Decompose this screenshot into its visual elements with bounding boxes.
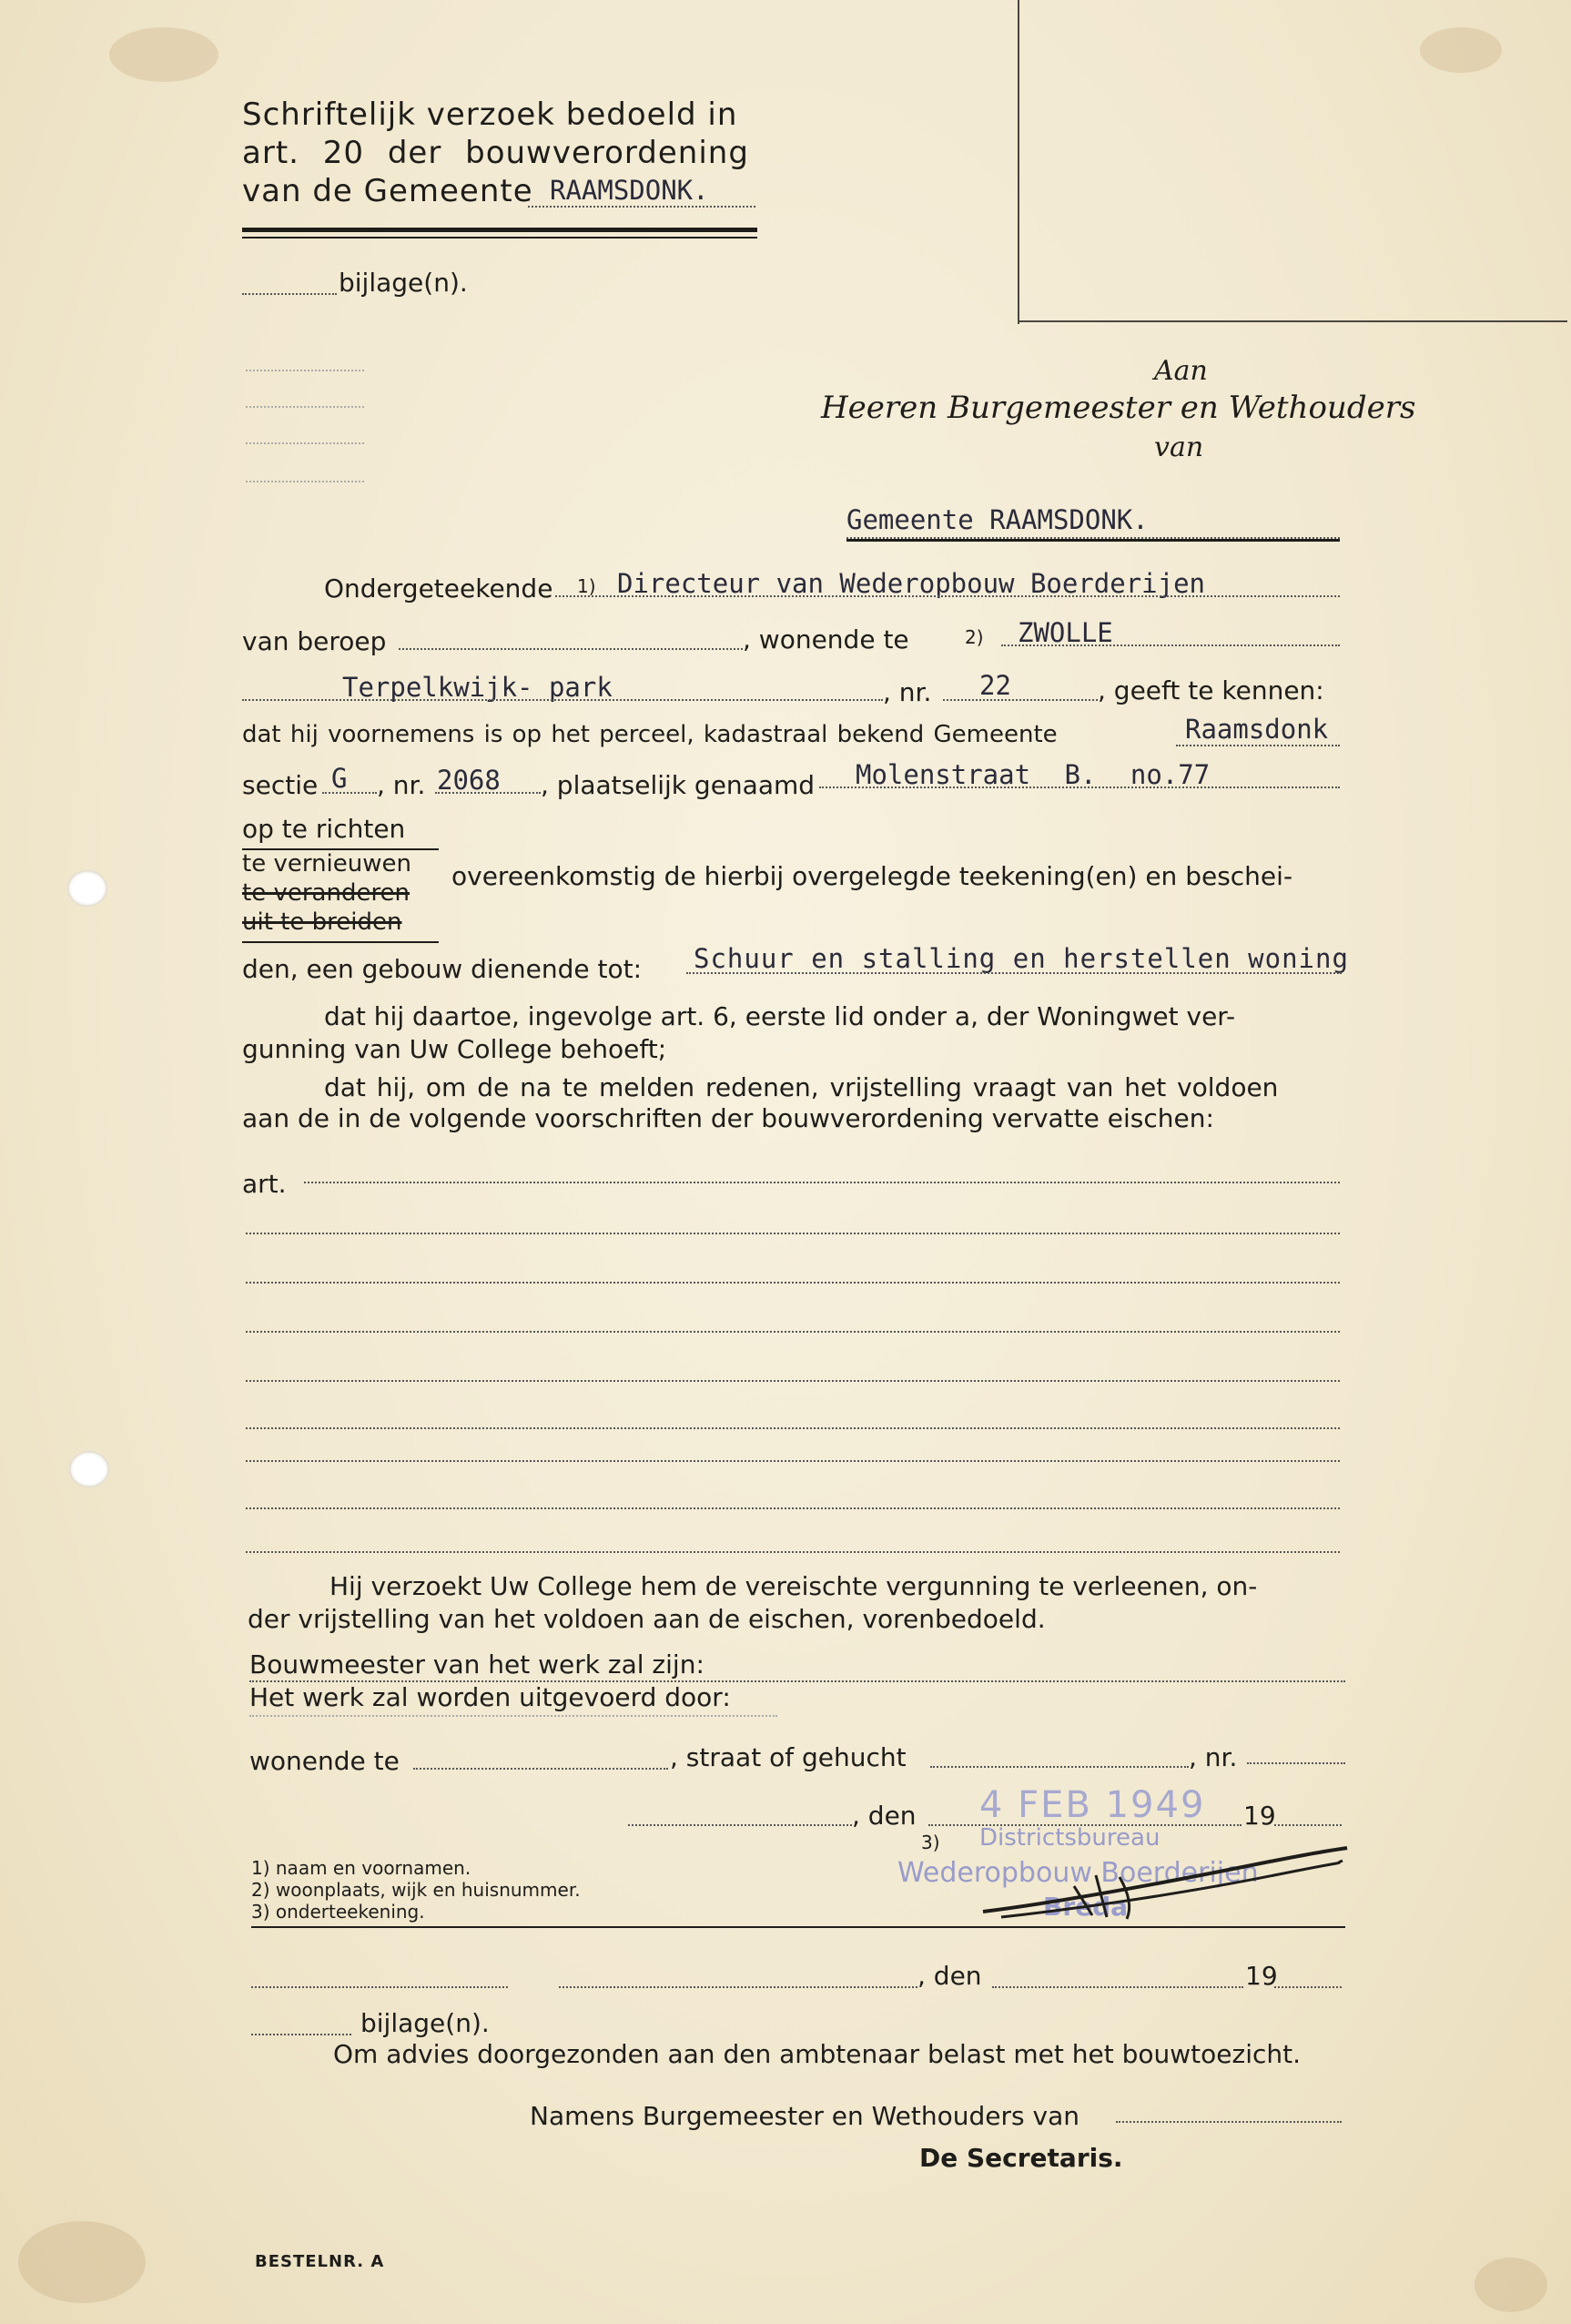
reference-box-border-left bbox=[1018, 0, 1019, 324]
stain bbox=[1420, 27, 1502, 73]
bouwmeester-label: Bouwmeester van het werk zal zijn: bbox=[249, 1649, 704, 1680]
footnote-3: 3) onderteekening. bbox=[251, 1901, 425, 1923]
address-van: van bbox=[1154, 431, 1204, 463]
fill-line bbox=[413, 1768, 668, 1770]
fill-line bbox=[943, 699, 1098, 701]
wonende-value: ZWOLLE bbox=[1018, 617, 1113, 648]
bestelnr: BESTELNR. A bbox=[255, 2252, 385, 2271]
fill-line bbox=[686, 972, 1342, 974]
lower-year-label: 19 bbox=[1245, 1961, 1278, 1991]
street-value: Terpelkwijk- park bbox=[342, 672, 613, 703]
fill-line bbox=[555, 595, 1340, 597]
address-recipient: Heeren Burgemeester en Wethouders bbox=[821, 390, 1416, 426]
option-veranderen-struck: te veranderen bbox=[242, 879, 410, 907]
art-label: art. bbox=[242, 1169, 287, 1199]
header-line-3-prefix: van de Gemeente bbox=[242, 173, 533, 209]
genaamd-value: Molenstraat B. no.77 bbox=[856, 759, 1211, 790]
ondergeteekende-label: Ondergeteekende bbox=[324, 573, 553, 604]
para2-line1: dat hij, om de na te melden redenen, vrijstelling vraagt van het voldoen bbox=[324, 1072, 1279, 1102]
nr3-label: , nr. bbox=[1189, 1742, 1238, 1772]
lower-bijlage: bijlage(n). bbox=[360, 2008, 490, 2038]
fill-line bbox=[992, 1986, 1243, 1988]
nr2-value: 2068 bbox=[437, 765, 501, 796]
sectie-value: G bbox=[331, 763, 348, 794]
address-rule bbox=[846, 539, 1340, 542]
fill-line bbox=[242, 293, 337, 295]
stain bbox=[1475, 2258, 1547, 2312]
nr2-label: , nr. bbox=[377, 770, 426, 800]
overeenkomstig-text: overeenkomstig de hierbij overgelegde teekening(en) en beschei- bbox=[451, 861, 1293, 891]
stain bbox=[109, 27, 218, 82]
art-line bbox=[246, 1380, 1340, 1382]
wonende2-label: wonende te bbox=[249, 1746, 400, 1776]
straat-label: , straat of gehucht bbox=[670, 1742, 907, 1772]
date-stamp: 4 FEB 1949 bbox=[979, 1784, 1206, 1826]
verzoek-line1: Hij verzoekt Uw College hem de vereischte vergunning te verleenen, on- bbox=[329, 1571, 1258, 1601]
fill-line bbox=[819, 787, 1340, 788]
fill-line bbox=[1176, 745, 1340, 746]
option-vernieuwen: te vernieuwen bbox=[242, 850, 411, 878]
fill-line bbox=[242, 699, 883, 701]
art-line bbox=[304, 1182, 1340, 1183]
nr-value: 22 bbox=[979, 670, 1011, 701]
faint-line bbox=[246, 442, 364, 444]
footnote-ref-3: 3) bbox=[921, 1832, 940, 1853]
address-gemeente: Gemeente RAAMSDONK. bbox=[846, 504, 1149, 535]
den-value: Schuur en stalling en herstellen woning bbox=[694, 943, 1349, 974]
fill-line bbox=[435, 792, 541, 794]
fill-line bbox=[1116, 2121, 1342, 2123]
reference-box-border-bottom bbox=[1018, 320, 1567, 322]
verzoek-line2: der vrijstelling van het voldoen aan de eischen, vorenbedoeld. bbox=[248, 1604, 1046, 1634]
uitgevoerd-label: Het werk zal worden uitgevoerd door: bbox=[249, 1682, 731, 1712]
sign-stamp-line2: Wederopbouw Boerderijen bbox=[897, 1857, 1259, 1889]
fill-line bbox=[1274, 1824, 1342, 1826]
sign-stamp-line1: Districtsbureau bbox=[979, 1824, 1161, 1852]
art-line bbox=[246, 1331, 1340, 1333]
ondergeteekende-value: Directeur van Wederopbouw Boerderijen bbox=[617, 568, 1206, 599]
header-gemeente-value: RAAMSDONK. bbox=[550, 175, 709, 206]
fill-line bbox=[628, 1824, 852, 1826]
punch-hole bbox=[69, 1451, 109, 1487]
footnote-1: 1) naam en voornamen. bbox=[251, 1857, 471, 1879]
perceel-value: Raamsdonk bbox=[1185, 714, 1329, 745]
section-rule bbox=[251, 1926, 1345, 1928]
genaamd-label: , plaatselijk genaamd bbox=[541, 770, 816, 800]
art-line bbox=[246, 1507, 1340, 1509]
art-line bbox=[246, 1551, 1340, 1553]
header-rule bbox=[242, 228, 757, 232]
fill-line bbox=[1247, 1762, 1345, 1764]
fill-line bbox=[1001, 644, 1340, 646]
sectie-label: sectie bbox=[242, 770, 319, 800]
fill-line bbox=[1274, 1986, 1342, 1988]
fill-line bbox=[559, 1986, 917, 1988]
den-label: den, een gebouw dienende tot: bbox=[242, 954, 643, 984]
den-date-label: , den bbox=[852, 1801, 917, 1831]
footnote-ref-1: 1) bbox=[577, 575, 596, 597]
fill-line bbox=[322, 792, 377, 794]
punch-hole bbox=[67, 870, 107, 907]
sign-stamp-line3: Breda bbox=[1043, 1892, 1129, 1922]
namens-text: Namens Burgemeester en Wethouders van bbox=[530, 2101, 1079, 2131]
fill-line bbox=[399, 648, 743, 650]
fill-line bbox=[251, 2034, 351, 2035]
header-line-1: Schriftelijk verzoek bedoeld in bbox=[242, 96, 738, 133]
perceel-text: dat hij voornemens is op het perceel, kadastraal bekend Gemeente bbox=[242, 721, 1058, 748]
option-rule bbox=[242, 941, 439, 943]
year-label: 19 bbox=[1243, 1801, 1276, 1831]
advies-text: Om advies doorgezonden aan den ambtenaar belast met het bouwtoezicht. bbox=[333, 2039, 1302, 2069]
option-oprichten: op te richten bbox=[242, 814, 406, 844]
nr-label: , nr. bbox=[883, 677, 932, 707]
stain bbox=[18, 2221, 146, 2303]
header-line-2: art. 20 der bouwverordening bbox=[242, 135, 749, 171]
fill-line bbox=[528, 206, 755, 208]
art-line bbox=[246, 1282, 1340, 1284]
geeft-label: , geeft te kennen: bbox=[1098, 675, 1324, 705]
para2-line2: aan de in de volgende voorschriften der bouwverordening vervatte eischen: bbox=[242, 1103, 1214, 1133]
art-line bbox=[246, 1427, 1340, 1429]
signature bbox=[974, 1830, 1356, 1930]
footnote-ref-2: 2) bbox=[965, 626, 984, 648]
faint-line bbox=[246, 481, 364, 482]
footnote-2: 2) woonplaats, wijk en huisnummer. bbox=[251, 1879, 581, 1901]
fill-line bbox=[930, 1766, 1189, 1768]
beroep-label: van beroep bbox=[242, 626, 387, 656]
art-line bbox=[246, 1233, 1340, 1234]
lower-den-label: , den bbox=[917, 1961, 982, 1991]
para1-line1: dat hij daartoe, ingevolge art. 6, eerste lid onder a, der Woningwet ver- bbox=[324, 1001, 1236, 1031]
secretaris-text: De Secretaris. bbox=[919, 2143, 1123, 2173]
fill-line bbox=[251, 1986, 508, 1988]
wonende-label: , wonende te bbox=[743, 624, 909, 655]
header-rule-thin bbox=[242, 237, 757, 238]
faint-line bbox=[246, 406, 364, 408]
faint-line bbox=[246, 370, 364, 371]
bijlage-top: bijlage(n). bbox=[339, 268, 468, 298]
address-aan: Aan bbox=[1154, 355, 1208, 387]
option-uitbreiden-struck: uit te breiden bbox=[242, 908, 402, 936]
para1-line2: gunning van Uw College behoeft; bbox=[242, 1034, 667, 1064]
fill-line bbox=[249, 1715, 777, 1717]
art-line bbox=[246, 1460, 1340, 1462]
